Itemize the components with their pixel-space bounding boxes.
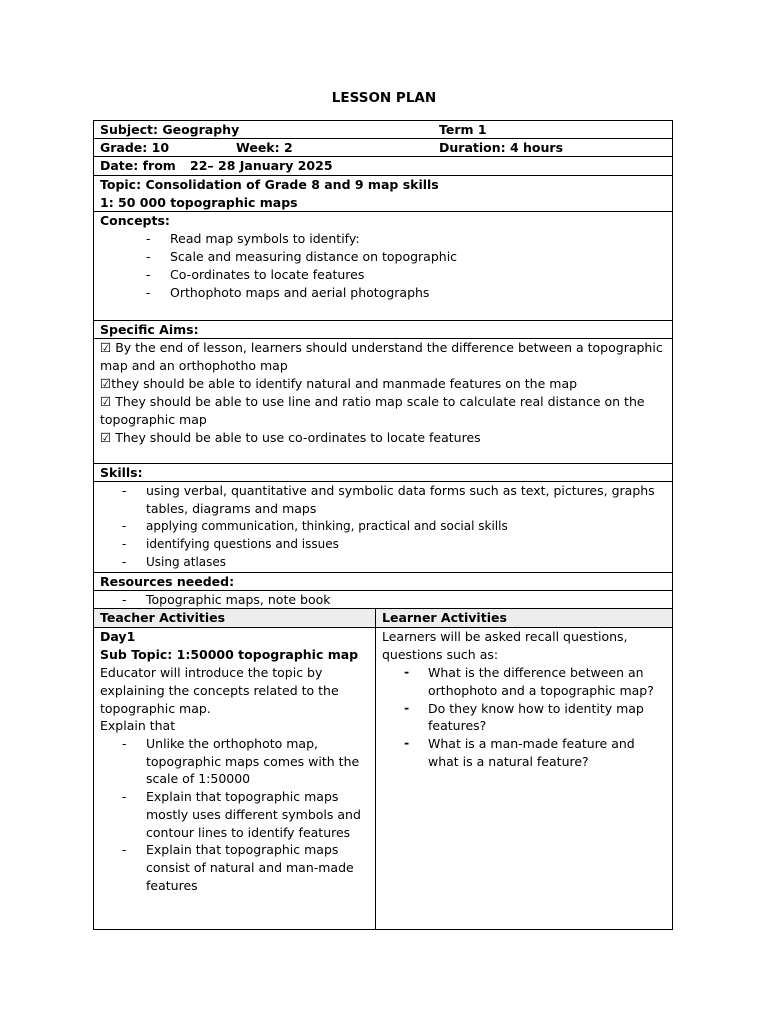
subject-row xyxy=(93,120,673,139)
dash-bullet: - xyxy=(146,231,151,246)
topic-line-1: Topic: Consolidation of Grade 8 and 9 map skills xyxy=(100,177,439,192)
teacher-point-text: mostly uses different symbols and xyxy=(146,807,361,822)
subject-label: Subject: Geography xyxy=(100,122,240,137)
learner-question-text: What is a man-made feature and xyxy=(428,736,635,751)
resource-text: Topographic maps, note book xyxy=(146,592,331,607)
dash-bullet: - xyxy=(404,664,410,679)
dash-bullet: - xyxy=(122,736,127,751)
aim-item xyxy=(100,429,481,447)
teacher-point-text: Unlike the orthophoto map, xyxy=(146,736,318,751)
teacher-intro-line: explaining the concepts related to the xyxy=(100,683,339,698)
checkbox-checked-icon: ☑ xyxy=(100,430,112,445)
resources-heading: Resources needed: xyxy=(100,574,235,589)
subtopic-label: Sub Topic: 1:50000 topographic map xyxy=(100,647,359,662)
teacher-activities-heading: Teacher Activities xyxy=(100,610,226,625)
teacher-point-text: consist of natural and man-made xyxy=(146,860,354,875)
skills-section xyxy=(93,481,673,573)
learner-question-text: Do they know how to identity map xyxy=(428,701,644,716)
aim-item xyxy=(100,393,645,411)
learner-activities-header xyxy=(376,609,672,627)
page-title: LESSON PLAN xyxy=(331,90,437,106)
teacher-point-text: Explain that topographic maps xyxy=(146,842,339,857)
aim-item xyxy=(100,339,663,357)
dash-bullet: - xyxy=(122,519,127,533)
learner-intro-line: questions such as: xyxy=(382,647,499,662)
checkbox-checked-icon: ☑ xyxy=(100,394,112,409)
skill-text: applying communication, thinking, practical and social skills xyxy=(146,519,508,533)
teacher-intro-line: Explain that xyxy=(100,718,176,733)
aim-text: They should be able to use co-ordinates to locate features xyxy=(111,430,481,445)
aim-text: they should be able to identify natural and manmade features on the map xyxy=(111,376,578,391)
aims-heading-row xyxy=(93,320,673,339)
grade-row xyxy=(93,138,673,157)
teacher-point-text: Explain that topographic maps xyxy=(146,789,339,804)
learner-question-text: what is a natural feature? xyxy=(428,754,589,769)
aim-text: They should be able to use line and ratio map scale to calculate real distance on the xyxy=(111,394,645,409)
day-label: Day1 xyxy=(100,629,136,644)
resources-section xyxy=(93,590,673,609)
date-row xyxy=(93,156,673,176)
skills-heading: Skills: xyxy=(100,465,143,480)
dash-bullet: - xyxy=(122,842,127,857)
teacher-intro-line: topographic map. xyxy=(100,701,211,716)
teacher-activities-header xyxy=(94,609,376,627)
dash-bullet: - xyxy=(404,735,410,750)
activities-header-row xyxy=(93,608,673,628)
dash-bullet: - xyxy=(146,285,151,300)
concepts-section xyxy=(93,211,673,321)
date-value: 22– 28 January 2025 xyxy=(190,158,333,173)
concept-item-text: Read map symbols to identify: xyxy=(170,231,360,246)
learner-question-text: orthophoto and a topographic map? xyxy=(428,683,654,698)
concept-item-text: Co-ordinates to locate features xyxy=(170,267,365,282)
teacher-point-text: scale of 1:50000 xyxy=(146,771,251,786)
topic-row xyxy=(93,175,673,212)
skill-text: identifying questions and issues xyxy=(146,537,339,551)
skills-heading-row xyxy=(93,463,673,482)
dash-bullet: - xyxy=(146,249,151,264)
date-label: Date: from xyxy=(100,158,176,173)
dash-bullet: - xyxy=(122,537,127,551)
learner-question-text: What is the difference between an xyxy=(428,665,644,680)
aims-section xyxy=(93,338,673,464)
grade-label: Grade: 10 xyxy=(100,140,170,155)
term-label: Term 1 xyxy=(439,122,487,137)
aims-heading: Specific Aims: xyxy=(100,322,199,337)
learner-intro-line: Learners will be asked recall questions, xyxy=(382,629,628,644)
dash-bullet: - xyxy=(146,267,151,282)
dash-bullet: - xyxy=(122,555,127,569)
concept-item-text: Orthophoto maps and aerial photographs xyxy=(170,285,430,300)
dash-bullet: - xyxy=(404,700,410,715)
dash-bullet: - xyxy=(122,483,127,498)
teacher-activities-cell xyxy=(94,628,376,929)
learner-question-text: features? xyxy=(428,718,487,733)
teacher-intro-line: Educator will introduce the topic by xyxy=(100,665,323,680)
topic-line-2: 1: 50 000 topographic maps xyxy=(100,195,298,210)
teacher-point-text: features xyxy=(146,878,198,893)
resources-heading-row xyxy=(93,572,673,591)
aim-text: topographic map xyxy=(100,412,207,427)
learner-activities-cell xyxy=(376,628,672,929)
concepts-heading: Concepts: xyxy=(100,213,170,228)
activities-body-row xyxy=(93,627,673,930)
learner-activities-heading: Learner Activities xyxy=(382,610,507,625)
dash-bullet: - xyxy=(122,592,127,607)
checkbox-checked-icon: ☑ xyxy=(100,376,112,391)
dash-bullet: - xyxy=(122,789,127,804)
skill-text: tables, diagrams and maps xyxy=(146,501,317,516)
checkbox-checked-icon: ☑ xyxy=(100,340,112,355)
aim-item xyxy=(100,375,577,393)
week-label: Week: 2 xyxy=(236,140,293,155)
duration-label: Duration: 4 hours xyxy=(439,140,564,155)
aim-text: By the end of lesson, learners should understand the difference between a topographic xyxy=(111,340,663,355)
aim-text: map and an orthophotho map xyxy=(100,358,288,373)
skill-text: Using atlases xyxy=(146,555,227,569)
teacher-point-text: topographic maps comes with the xyxy=(146,754,360,769)
teacher-point-text: contour lines to identify features xyxy=(146,825,351,840)
concept-item-text: Scale and measuring distance on topographic xyxy=(170,249,458,264)
skill-text: using verbal, quantitative and symbolic data forms such as text, pictures, graphs xyxy=(146,483,655,498)
